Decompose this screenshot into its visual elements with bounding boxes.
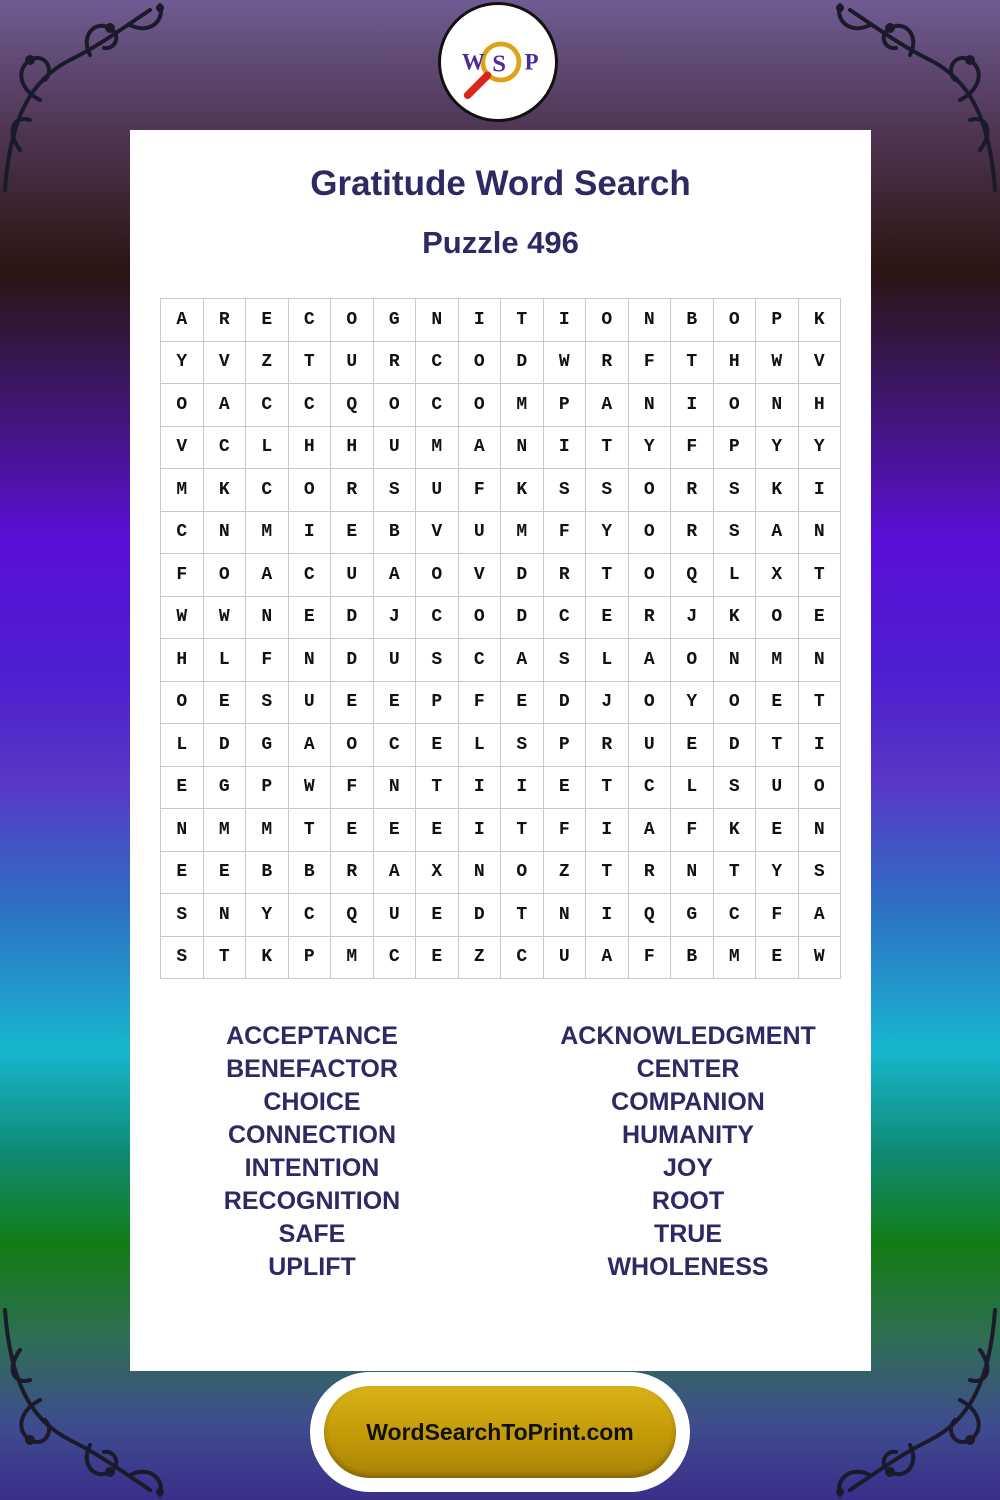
grid-cell[interactable]: O (501, 852, 544, 895)
grid-cell[interactable]: O (714, 384, 757, 427)
grid-cell[interactable]: N (416, 299, 459, 342)
grid-cell[interactable]: H (161, 639, 204, 682)
grid-cell[interactable]: E (204, 852, 247, 895)
word-list-item: JOY (662, 1154, 714, 1182)
grid-cell[interactable]: O (714, 299, 757, 342)
letter-grid (160, 298, 841, 979)
grid-cell[interactable]: D (501, 554, 544, 597)
grid-cell[interactable]: B (671, 299, 714, 342)
grid-cell[interactable]: F (544, 809, 587, 852)
grid-cell[interactable]: D (331, 639, 374, 682)
grid-cell[interactable]: D (714, 724, 757, 767)
site-link-button[interactable]: WordSearchToPrint.com (324, 1386, 676, 1478)
grid-cell[interactable]: C (289, 894, 332, 937)
grid-cell[interactable]: L (671, 767, 714, 810)
puzzle-card (130, 130, 871, 1371)
grid-cell[interactable]: T (204, 937, 247, 980)
grid-cell[interactable]: F (459, 682, 502, 725)
grid-cell[interactable]: O (756, 597, 799, 640)
grid-cell[interactable]: N (459, 852, 502, 895)
grid-cell[interactable]: C (289, 384, 332, 427)
grid-cell[interactable]: O (416, 554, 459, 597)
grid-cell[interactable]: Q (629, 894, 672, 937)
word-list-item: ROOT (651, 1187, 725, 1215)
puzzle-number: Puzzle 496 (422, 225, 579, 260)
grid-cell[interactable]: T (671, 342, 714, 385)
grid-cell[interactable]: T (799, 682, 842, 725)
word-list-item: ACKNOWLEDGMENT (560, 1022, 816, 1050)
grid-cell[interactable]: P (544, 384, 587, 427)
grid-cell[interactable]: E (331, 809, 374, 852)
grid-cell[interactable]: Z (459, 937, 502, 980)
grid-cell[interactable]: R (331, 469, 374, 512)
grid-cell[interactable]: S (586, 469, 629, 512)
grid-cell[interactable]: U (416, 469, 459, 512)
grid-cell[interactable]: S (161, 937, 204, 980)
grid-cell[interactable]: F (756, 894, 799, 937)
grid-cell[interactable]: U (374, 639, 417, 682)
grid-cell[interactable]: U (756, 767, 799, 810)
grid-cell[interactable]: Y (671, 682, 714, 725)
grid-cell[interactable]: Y (756, 852, 799, 895)
grid-cell[interactable]: A (289, 724, 332, 767)
grid-cell[interactable]: E (544, 767, 587, 810)
grid-cell[interactable]: E (289, 597, 332, 640)
grid-cell[interactable]: C (374, 724, 417, 767)
grid-cell[interactable]: C (161, 512, 204, 555)
grid-cell[interactable]: Z (246, 342, 289, 385)
grid-cell[interactable]: O (671, 639, 714, 682)
grid-cell[interactable]: K (799, 299, 842, 342)
grid-cell[interactable]: R (629, 597, 672, 640)
grid-cell[interactable]: C (544, 597, 587, 640)
grid-cell[interactable]: E (671, 724, 714, 767)
grid-cell[interactable]: D (459, 894, 502, 937)
grid-cell[interactable]: R (671, 512, 714, 555)
grid-cell[interactable]: Y (629, 427, 672, 470)
grid-cell[interactable]: G (374, 299, 417, 342)
grid-cell[interactable]: S (714, 767, 757, 810)
logo-letter-w: W (461, 49, 485, 75)
grid-cell[interactable]: N (204, 512, 247, 555)
grid-cell[interactable]: T (586, 554, 629, 597)
grid-cell[interactable]: N (799, 639, 842, 682)
grid-cell[interactable]: S (374, 469, 417, 512)
grid-cell[interactable]: W (544, 342, 587, 385)
word-list-item: ACCEPTANCE (226, 1022, 398, 1050)
grid-cell[interactable]: H (331, 427, 374, 470)
grid-cell[interactable]: E (416, 894, 459, 937)
grid-cell[interactable]: E (586, 597, 629, 640)
grid-cell[interactable]: S (799, 852, 842, 895)
grid-cell[interactable]: B (246, 852, 289, 895)
grid-cell[interactable]: B (289, 852, 332, 895)
grid-cell[interactable]: E (799, 597, 842, 640)
grid-cell[interactable]: E (161, 767, 204, 810)
grid-cell[interactable]: O (161, 384, 204, 427)
grid-cell[interactable]: N (289, 639, 332, 682)
page-title: Gratitude Word Search (310, 164, 691, 203)
grid-cell[interactable]: M (714, 937, 757, 980)
grid-cell[interactable]: B (671, 937, 714, 980)
grid-cell[interactable]: T (714, 852, 757, 895)
grid-cell[interactable]: M (331, 937, 374, 980)
grid-cell[interactable]: R (629, 852, 672, 895)
grid-cell[interactable]: A (629, 639, 672, 682)
word-list-item: CHOICE (263, 1088, 361, 1116)
grid-cell[interactable]: P (416, 682, 459, 725)
word-list-item: CENTER (636, 1055, 740, 1083)
grid-cell[interactable]: E (374, 809, 417, 852)
grid-cell[interactable]: E (756, 682, 799, 725)
grid-cell[interactable]: R (586, 724, 629, 767)
grid-cell[interactable]: C (501, 937, 544, 980)
grid-cell[interactable]: H (289, 427, 332, 470)
grid-cell[interactable]: O (629, 512, 672, 555)
grid-cell[interactable]: N (799, 809, 842, 852)
grid-cell[interactable]: E (416, 724, 459, 767)
grid-cell[interactable]: N (501, 427, 544, 470)
grid-cell[interactable]: Y (799, 427, 842, 470)
grid-cell[interactable]: A (586, 384, 629, 427)
grid-cell[interactable]: A (246, 554, 289, 597)
grid-cell[interactable]: F (459, 469, 502, 512)
grid-cell[interactable]: C (246, 384, 289, 427)
grid-cell[interactable]: J (374, 597, 417, 640)
grid-cell[interactable]: P (246, 767, 289, 810)
site-logo[interactable] (438, 2, 558, 122)
grid-cell[interactable]: S (416, 639, 459, 682)
grid-cell[interactable]: I (289, 512, 332, 555)
grid-cell[interactable]: E (374, 682, 417, 725)
grid-cell[interactable]: T (289, 342, 332, 385)
grid-cell[interactable]: O (161, 682, 204, 725)
grid-cell[interactable]: I (459, 809, 502, 852)
grid-cell[interactable]: E (756, 937, 799, 980)
grid-cell[interactable]: C (714, 894, 757, 937)
grid-cell[interactable]: D (544, 682, 587, 725)
grid-cell[interactable]: A (459, 427, 502, 470)
grid-cell[interactable]: M (501, 512, 544, 555)
grid-cell[interactable]: G (204, 767, 247, 810)
grid-cell[interactable]: A (204, 384, 247, 427)
word-list-item: RECOGNITION (223, 1187, 401, 1215)
word-list-item: UPLIFT (268, 1253, 356, 1281)
grid-cell[interactable]: M (416, 427, 459, 470)
grid-cell[interactable]: U (459, 512, 502, 555)
grid-cell[interactable]: S (161, 894, 204, 937)
grid-cell[interactable]: U (374, 427, 417, 470)
grid-cell[interactable]: D (331, 597, 374, 640)
grid-cell[interactable]: O (799, 767, 842, 810)
grid-cell[interactable]: N (714, 639, 757, 682)
grid-cell[interactable]: S (501, 724, 544, 767)
grid-cell[interactable]: C (459, 639, 502, 682)
grid-cell[interactable]: F (629, 937, 672, 980)
grid-cell[interactable]: W (289, 767, 332, 810)
grid-cell[interactable]: O (331, 299, 374, 342)
grid-cell[interactable]: V (799, 342, 842, 385)
grid-cell[interactable]: O (459, 597, 502, 640)
grid-cell[interactable]: T (586, 427, 629, 470)
grid-cell[interactable]: U (289, 682, 332, 725)
grid-cell[interactable]: Q (331, 894, 374, 937)
grid-cell[interactable]: O (629, 682, 672, 725)
grid-cell[interactable]: E (416, 809, 459, 852)
grid-cell[interactable]: L (246, 427, 289, 470)
grid-cell[interactable]: T (799, 554, 842, 597)
grid-cell[interactable]: R (204, 299, 247, 342)
word-list-item: INTENTION (244, 1154, 380, 1182)
grid-cell[interactable]: I (459, 767, 502, 810)
grid-cell[interactable]: U (331, 554, 374, 597)
grid-cell[interactable]: A (799, 894, 842, 937)
grid-cell[interactable]: L (586, 639, 629, 682)
grid-cell[interactable]: Y (246, 894, 289, 937)
grid-cell[interactable]: W (756, 342, 799, 385)
grid-cell[interactable]: X (416, 852, 459, 895)
grid-cell[interactable]: L (204, 639, 247, 682)
grid-cell[interactable]: T (416, 767, 459, 810)
grid-cell[interactable]: T (586, 852, 629, 895)
grid-cell[interactable]: G (671, 894, 714, 937)
grid-cell[interactable]: A (756, 512, 799, 555)
grid-cell[interactable]: O (204, 554, 247, 597)
grid-cell[interactable]: A (629, 809, 672, 852)
grid-cell[interactable]: R (374, 342, 417, 385)
magnifier-logo-icon (441, 5, 555, 119)
grid-cell[interactable]: N (629, 299, 672, 342)
grid-cell[interactable]: C (289, 554, 332, 597)
grid-cell[interactable]: R (586, 342, 629, 385)
grid-cell[interactable]: S (714, 512, 757, 555)
grid-cell[interactable]: A (374, 852, 417, 895)
grid-cell[interactable]: F (671, 809, 714, 852)
grid-cell[interactable]: N (629, 384, 672, 427)
grid-cell[interactable]: T (586, 767, 629, 810)
grid-cell[interactable]: C (289, 299, 332, 342)
grid-cell[interactable]: R (671, 469, 714, 512)
grid-cell[interactable]: O (331, 724, 374, 767)
grid-cell[interactable]: O (459, 342, 502, 385)
grid-cell[interactable]: C (416, 384, 459, 427)
grid-cell[interactable]: R (544, 554, 587, 597)
grid-cell[interactable]: O (459, 384, 502, 427)
grid-cell[interactable]: U (331, 342, 374, 385)
grid-cell[interactable]: I (799, 724, 842, 767)
grid-cell[interactable]: V (459, 554, 502, 597)
grid-cell[interactable]: A (374, 554, 417, 597)
grid-cell[interactable]: Y (586, 512, 629, 555)
grid-cell[interactable]: S (544, 639, 587, 682)
grid-cell[interactable]: D (204, 724, 247, 767)
grid-cell[interactable]: Y (161, 342, 204, 385)
grid-cell[interactable]: E (161, 852, 204, 895)
grid-cell[interactable]: H (799, 384, 842, 427)
grid-cell[interactable]: M (501, 384, 544, 427)
grid-cell[interactable]: M (756, 639, 799, 682)
grid-cell[interactable]: L (161, 724, 204, 767)
grid-cell[interactable]: O (629, 469, 672, 512)
grid-cell[interactable]: I (501, 767, 544, 810)
grid-cell[interactable]: I (459, 299, 502, 342)
grid-cell[interactable]: L (714, 554, 757, 597)
grid-cell[interactable]: K (756, 469, 799, 512)
logo-letter-p: P (524, 49, 539, 75)
grid-cell[interactable]: M (246, 512, 289, 555)
grid-cell[interactable]: U (629, 724, 672, 767)
grid-cell[interactable]: K (501, 469, 544, 512)
word-list-left (162, 1020, 462, 1284)
grid-cell[interactable]: S (544, 469, 587, 512)
grid-cell[interactable]: G (246, 724, 289, 767)
grid-cell[interactable]: X (756, 554, 799, 597)
grid-cell[interactable]: Y (756, 427, 799, 470)
word-list-item: COMPANION (611, 1088, 765, 1116)
grid-cell[interactable]: D (501, 342, 544, 385)
grid-cell[interactable]: V (416, 512, 459, 555)
grid-cell[interactable]: Z (544, 852, 587, 895)
grid-cell[interactable]: T (756, 724, 799, 767)
grid-cell[interactable]: M (161, 469, 204, 512)
grid-cell[interactable]: W (204, 597, 247, 640)
grid-cell[interactable]: H (714, 342, 757, 385)
grid-cell[interactable]: T (289, 809, 332, 852)
grid-cell[interactable]: D (501, 597, 544, 640)
word-list-item: WHOLENESS (607, 1253, 769, 1281)
grid-cell[interactable]: I (799, 469, 842, 512)
grid-cell[interactable]: C (204, 427, 247, 470)
word-list-item: TRUE (653, 1220, 723, 1248)
grid-cell[interactable]: N (374, 767, 417, 810)
grid-cell[interactable]: I (544, 299, 587, 342)
grid-cell[interactable]: V (204, 342, 247, 385)
logo-letter-s: S (492, 50, 507, 78)
grid-cell[interactable]: L (459, 724, 502, 767)
grid-cell[interactable]: B (374, 512, 417, 555)
grid-cell[interactable]: S (246, 682, 289, 725)
word-list-item: SAFE (278, 1220, 346, 1248)
word-list-item: BENEFACTOR (226, 1055, 398, 1083)
grid-cell[interactable]: O (374, 384, 417, 427)
grid-cell[interactable]: P (756, 299, 799, 342)
grid-cell[interactable]: W (161, 597, 204, 640)
grid-cell[interactable]: N (246, 597, 289, 640)
grid-cell[interactable]: J (586, 682, 629, 725)
grid-cell[interactable]: O (629, 554, 672, 597)
grid-cell[interactable]: K (714, 597, 757, 640)
grid-cell[interactable]: E (331, 682, 374, 725)
grid-cell[interactable]: E (501, 682, 544, 725)
grid-cell[interactable]: K (204, 469, 247, 512)
site-button-frame (310, 1372, 690, 1492)
grid-cell[interactable]: E (416, 937, 459, 980)
grid-cell[interactable]: N (799, 512, 842, 555)
grid-cell[interactable]: N (671, 852, 714, 895)
grid-cell[interactable]: U (374, 894, 417, 937)
grid-cell[interactable]: I (586, 894, 629, 937)
grid-cell[interactable]: N (544, 894, 587, 937)
grid-cell[interactable]: I (586, 809, 629, 852)
grid-cell[interactable]: W (799, 937, 842, 980)
grid-cell[interactable]: C (416, 342, 459, 385)
grid-cell[interactable]: C (374, 937, 417, 980)
grid-cell[interactable]: E (246, 299, 289, 342)
grid-cell[interactable]: T (501, 894, 544, 937)
grid-cell[interactable]: F (671, 427, 714, 470)
grid-cell[interactable]: O (714, 682, 757, 725)
grid-cell[interactable]: F (544, 512, 587, 555)
grid-cell[interactable]: S (714, 469, 757, 512)
grid-cell[interactable]: O (289, 469, 332, 512)
grid-cell[interactable]: Q (671, 554, 714, 597)
grid-cell[interactable]: M (246, 809, 289, 852)
grid-cell[interactable]: M (204, 809, 247, 852)
grid-cell[interactable]: A (501, 639, 544, 682)
grid-cell[interactable]: O (586, 299, 629, 342)
grid-cell[interactable]: F (331, 767, 374, 810)
grid-cell[interactable]: T (501, 809, 544, 852)
grid-cell[interactable]: R (331, 852, 374, 895)
grid-cell[interactable]: A (586, 937, 629, 980)
grid-cell[interactable]: E (756, 809, 799, 852)
grid-cell[interactable]: T (501, 299, 544, 342)
grid-cell[interactable]: A (161, 299, 204, 342)
grid-cell[interactable]: C (246, 469, 289, 512)
word-list-item: HUMANITY (622, 1121, 754, 1149)
word-list-right (538, 1020, 838, 1284)
grid-cell[interactable]: J (671, 597, 714, 640)
grid-cell[interactable]: P (544, 724, 587, 767)
grid-cell[interactable]: F (161, 554, 204, 597)
grid-cell[interactable]: N (756, 384, 799, 427)
grid-cell[interactable]: V (161, 427, 204, 470)
grid-cell[interactable]: P (714, 427, 757, 470)
grid-cell[interactable]: C (416, 597, 459, 640)
grid-cell[interactable]: K (714, 809, 757, 852)
grid-cell[interactable]: F (246, 639, 289, 682)
grid-cell[interactable]: E (204, 682, 247, 725)
grid-cell[interactable]: N (161, 809, 204, 852)
word-list-item: CONNECTION (227, 1121, 397, 1149)
grid-cell[interactable]: I (544, 427, 587, 470)
grid-cell[interactable]: E (331, 512, 374, 555)
grid-cell[interactable]: I (671, 384, 714, 427)
grid-cell[interactable]: P (289, 937, 332, 980)
grid-cell[interactable]: F (629, 342, 672, 385)
grid-cell[interactable]: N (204, 894, 247, 937)
grid-cell[interactable]: Q (331, 384, 374, 427)
grid-cell[interactable]: C (629, 767, 672, 810)
grid-cell[interactable]: K (246, 937, 289, 980)
grid-cell[interactable]: U (544, 937, 587, 980)
